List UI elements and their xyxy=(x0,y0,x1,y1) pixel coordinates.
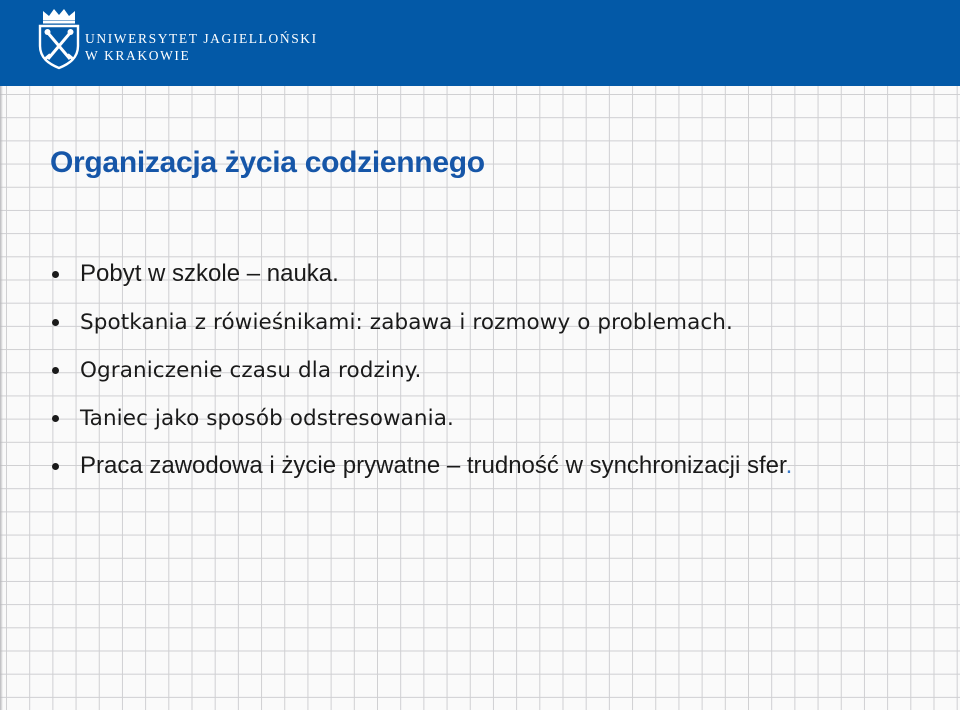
bullet-item xyxy=(50,442,792,490)
bullet-text: Ograniczenie czasu dla rodziny. xyxy=(80,357,422,383)
bullet-text-main: Praca zawodowa i życie prywatne – trudność w synchronizacji sfer xyxy=(80,452,786,479)
bullet-item xyxy=(50,346,792,394)
university-logo-icon xyxy=(36,6,82,70)
bullet-text: Pobyt w szkole – nauka. xyxy=(80,260,339,287)
header-bar xyxy=(0,0,960,86)
bullet-text: Spotkania z rówieśnikami: zabawa i rozmowy o problemach. xyxy=(80,309,733,335)
bullet-dot-icon xyxy=(52,319,59,326)
bullet-text xyxy=(80,452,792,480)
bullet-list xyxy=(50,250,792,490)
bullet-dot-icon xyxy=(52,271,59,278)
bullet-text: Taniec jako sposób odstresowania. xyxy=(80,405,454,431)
bullet-item xyxy=(50,250,792,298)
bullet-dot-icon xyxy=(52,415,59,422)
grid-paper-edge xyxy=(0,86,3,710)
bullet-item xyxy=(50,394,792,442)
university-name xyxy=(85,30,318,64)
slide-title: Organizacja życia codziennego xyxy=(50,146,485,179)
university-name-line2: W KRAKOWIE xyxy=(85,48,191,63)
bullet-dot-icon xyxy=(52,463,59,470)
university-name-line1: UNIWERSYTET JAGIELLOŃSKI xyxy=(85,31,318,46)
bullet-dot-icon xyxy=(52,367,59,374)
bullet-trailing-period: . xyxy=(785,452,793,479)
bullet-item xyxy=(50,298,792,346)
